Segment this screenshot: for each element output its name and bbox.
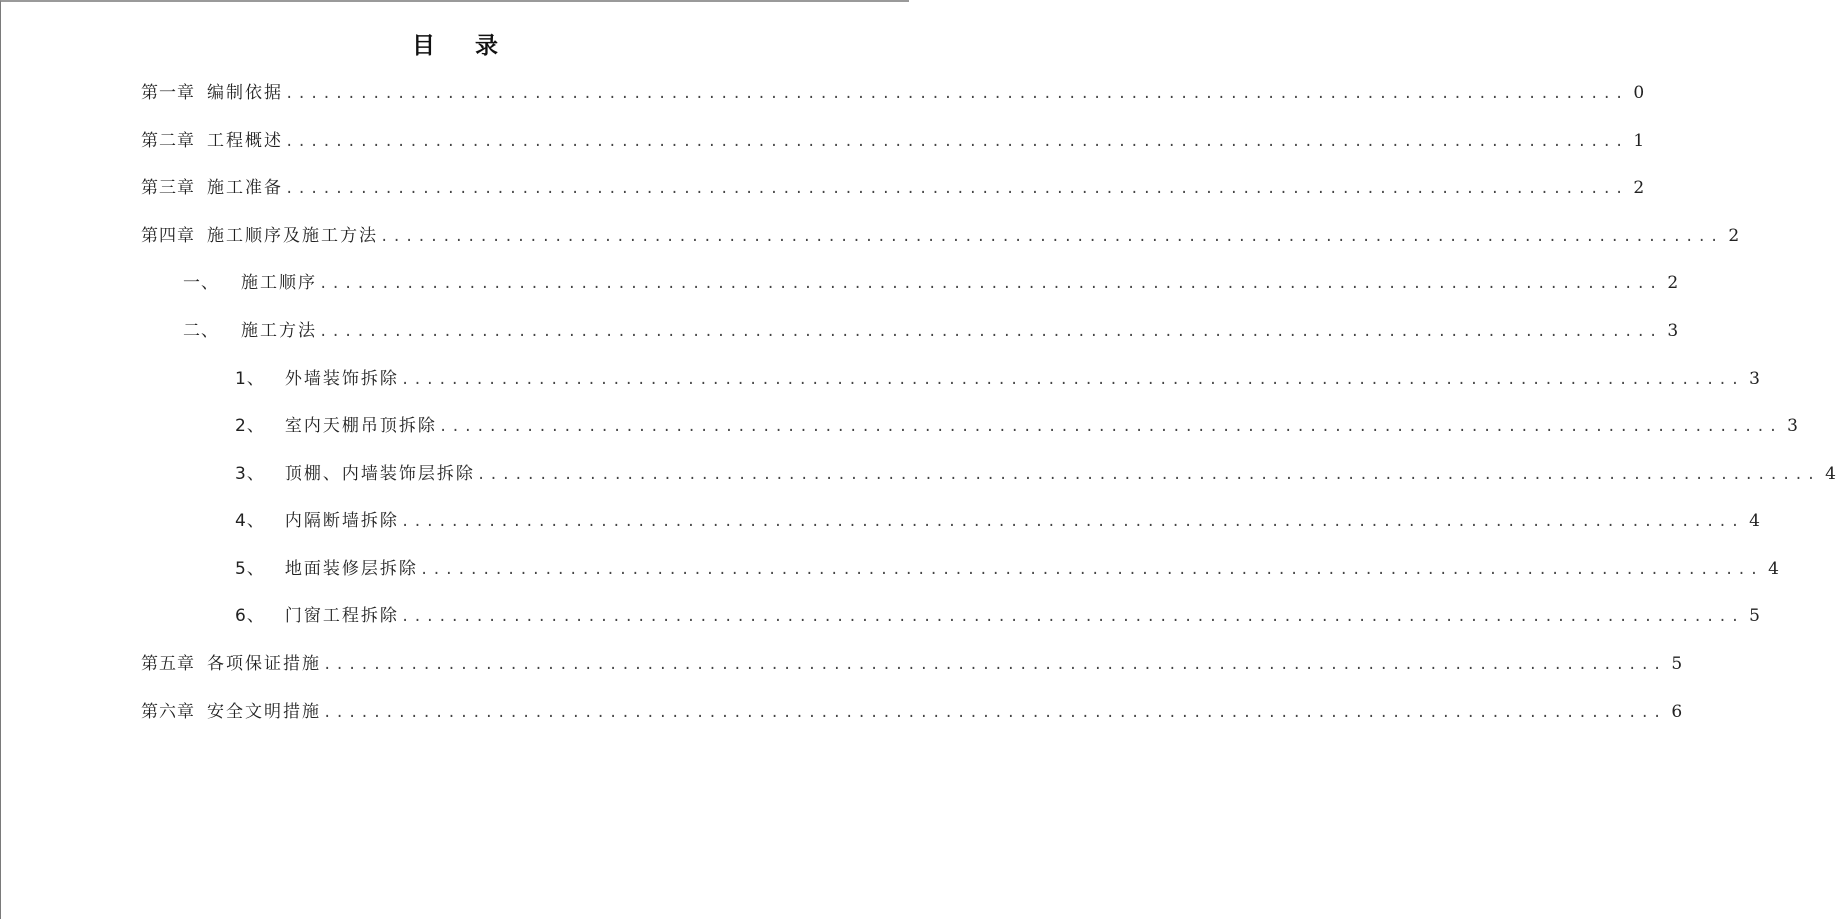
toc-entry-chapter-1[interactable] [141, 78, 1645, 104]
toc-entry-number: 一、 [183, 273, 219, 293]
toc-entry-text: 施工顺序及施工方法 [207, 226, 378, 246]
toc-entry-number: 第六章 [141, 702, 195, 722]
toc-entry-text: 门窗工程拆除 [284, 606, 399, 626]
toc-entry-subsection-5[interactable] [235, 554, 1779, 580]
toc-entry-number: 第一章 [141, 83, 195, 103]
toc-entry-text: 内隔断墙拆除 [284, 511, 399, 531]
toc-entry-number: 3、 [235, 464, 265, 484]
toc-entry-text: 外墙装饰拆除 [284, 369, 399, 389]
toc-entry-page: 4 [1825, 464, 1836, 484]
toc-entry-number: 5、 [235, 559, 265, 579]
toc-entry-number: 4、 [235, 511, 265, 531]
toc-leader-dots: ............................................................................................................ [323, 657, 1666, 673]
toc-entry-text: 施工准备 [207, 178, 283, 198]
toc-entry-page: 2 [1728, 226, 1740, 246]
toc-entry-text: 施工顺序 [241, 273, 317, 293]
toc-entry-number: 第二章 [141, 131, 195, 151]
toc-entry-text: 编制依据 [207, 83, 283, 103]
table-of-contents [1, 2, 1836, 921]
toc-entry-number: 2、 [235, 416, 265, 436]
toc-entry-number: 6、 [235, 606, 265, 626]
toc-entry-page: 5 [1749, 606, 1760, 626]
toc-leader-dots: ............................................................................................................ [319, 324, 1662, 340]
toc-entry-section-1[interactable] [183, 268, 1679, 294]
toc-entry-subsection-6[interactable] [235, 601, 1760, 627]
toc-entry-page: 2 [1633, 178, 1645, 198]
toc-entry-number: 第三章 [141, 178, 195, 198]
toc-entry-chapter-5[interactable] [141, 649, 1683, 675]
toc-entry-number: 1、 [235, 369, 265, 389]
toc-leader-dots: ............................................................................................................ [400, 514, 1744, 530]
toc-entry-page: 5 [1671, 654, 1683, 674]
toc-leader-dots: ............................................................................................................ [400, 372, 1744, 388]
toc-entry-section-2[interactable] [183, 316, 1679, 342]
toc-entry-number: 第四章 [141, 226, 195, 246]
toc-entry-chapter-6[interactable] [141, 697, 1683, 723]
toc-entry-page: 4 [1749, 511, 1760, 531]
toc-entry-page: 3 [1667, 321, 1679, 341]
toc-entry-subsection-1[interactable] [235, 364, 1760, 390]
toc-leader-dots: ............................................................................................................ [438, 419, 1782, 435]
toc-leader-dots: ............................................................................................................ [476, 467, 1820, 483]
toc-entry-text: 地面装修层拆除 [284, 559, 418, 579]
toc-entry-chapter-2[interactable] [141, 126, 1645, 152]
toc-entry-subsection-3[interactable] [235, 459, 1836, 485]
toc-entry-page: 2 [1667, 273, 1679, 293]
toc-entry-page: 3 [1749, 369, 1760, 389]
toc-entry-page: 6 [1671, 702, 1683, 722]
toc-leader-dots: ............................................................................................................ [285, 181, 1628, 197]
toc-entry-number: 二、 [183, 321, 219, 341]
toc-title-char-2: 录 [475, 32, 500, 59]
toc-leader-dots: ............................................................................................................ [419, 562, 1763, 578]
toc-leader-dots: ............................................................................................................ [285, 86, 1628, 102]
toc-entry-number: 第五章 [141, 654, 195, 674]
toc-entry-page: 1 [1633, 131, 1645, 151]
toc-entry-text: 顶棚、内墙装饰层拆除 [284, 464, 475, 484]
toc-entry-subsection-2[interactable] [235, 411, 1798, 437]
toc-entry-chapter-3[interactable] [141, 173, 1645, 199]
toc-entry-text: 安全文明措施 [207, 702, 321, 722]
toc-leader-dots: ............................................................................................................ [319, 276, 1662, 292]
toc-leader-dots: ............................................................................................................ [323, 705, 1666, 721]
toc-leader-dots: ............................................................................................................ [380, 229, 1723, 245]
toc-entry-chapter-4[interactable] [141, 221, 1740, 247]
toc-entry-text: 室内天棚吊顶拆除 [284, 416, 437, 436]
toc-entry-page: 4 [1768, 559, 1779, 579]
toc-entry-text: 施工方法 [241, 321, 317, 341]
toc-leader-dots: ............................................................................................................ [285, 134, 1628, 150]
toc-leader-dots: ............................................................................................................ [400, 609, 1744, 625]
toc-entry-text: 工程概述 [207, 131, 283, 151]
toc-title-char-1: 目 [412, 32, 437, 59]
toc-entry-page: 0 [1633, 83, 1645, 103]
toc-entry-page: 3 [1787, 416, 1798, 436]
toc-entry-text: 各项保证措施 [207, 654, 321, 674]
toc-entry-subsection-4[interactable] [235, 506, 1760, 532]
